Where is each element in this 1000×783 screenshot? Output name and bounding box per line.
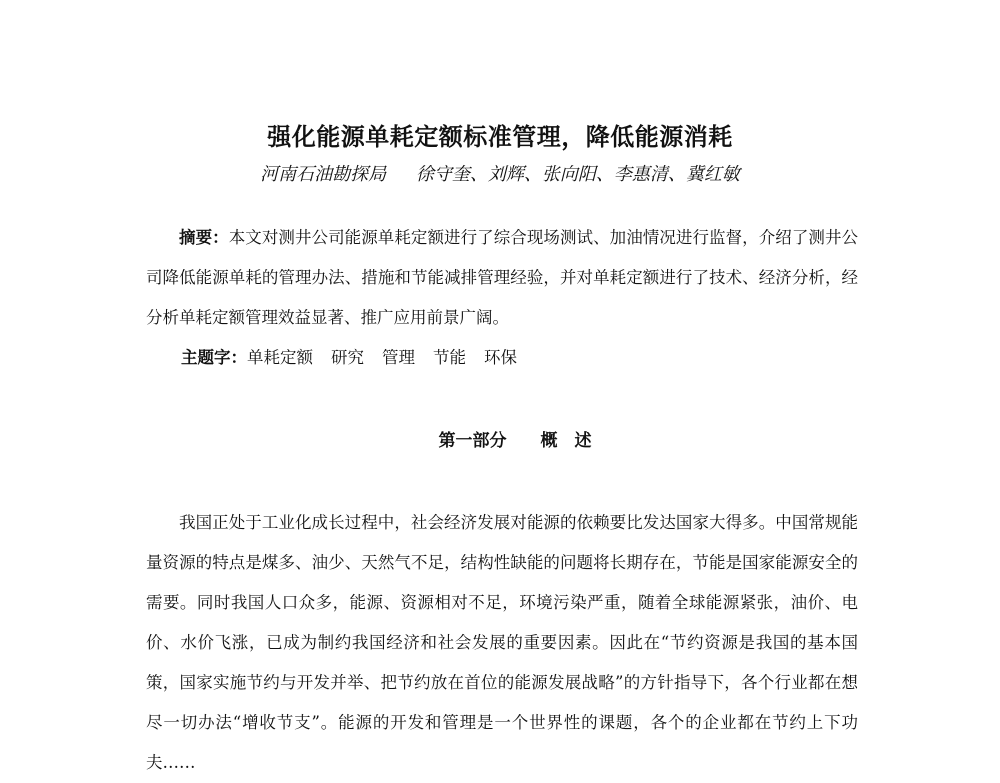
organization: 河南石油勘探局 [260, 164, 387, 185]
section-title: 概 述 [540, 431, 592, 451]
keywords-label: 主题字： [181, 348, 247, 367]
keyword: 管理 [382, 348, 415, 367]
keyword: 环保 [484, 348, 517, 367]
keywords-line [181, 338, 535, 378]
section-number: 第一部分 [438, 431, 507, 451]
paper-title: 强化能源单耗定额标准管理，降低能源消耗 [267, 123, 733, 151]
abstract-paragraph [146, 218, 858, 338]
body-paragraph: 我国正处于工业化成长过程中，社会经济发展对能源的依赖要比发达国家大得多。中国常规能量资源的特点是煤多、油少、天然气不足，结构性缺能的问题将长期存在，节能是国家能源安全的需要。同时我国人口众多，能源、资源相对不足，环境污染严重，随着全球能源紧张，油价、电价、水价飞涨，已成为制约我国经济和社会发展的重要因素。因此在“节约资源是我国的基本国策，国家实施节约与开发并举、把节约放在首位的能源发展战略”的方针指导下，各个行业都在想尽一切办法“增收节支”。能源的开发和管理是一个世界性的课题，各个的企业都在节约上下功夫…… [146, 513, 858, 772]
abstract-text: 本文对测井公司能源单耗定额进行了综合现场测试、加油情况进行监督，介绍了测井公司降低能源单耗的管理办法、措施和节能减排管理经验，并对单耗定额进行了技术、经济分析，经分析单耗定额管理效益显著、推广应用前景广阔。 [146, 228, 858, 327]
section-heading [0, 426, 1000, 451]
author-names: 徐守奎、刘辉、张向阳、李惠清、冀红敏 [415, 164, 740, 185]
author-line [0, 160, 1000, 186]
abstract-label: 摘要： [179, 228, 229, 247]
keyword: 研究 [331, 348, 364, 367]
keyword: 节能 [433, 348, 466, 367]
keyword: 单耗定额 [247, 348, 313, 367]
